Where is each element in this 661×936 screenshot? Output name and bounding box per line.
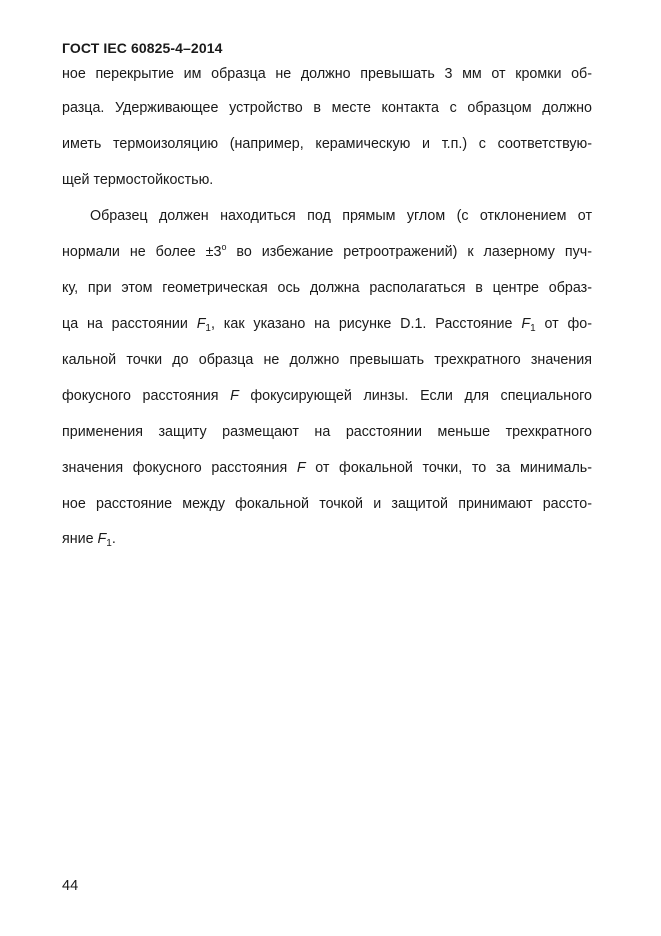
paragraph-1-line-1: ное перекрытие им образца не должно превышать 3 мм от кромки об-: [62, 66, 592, 82]
degree-superscript: o: [221, 242, 227, 252]
text-run: яние: [62, 531, 98, 547]
text-run: фокусного расстояния: [62, 388, 231, 404]
text-run: во избежание ретроотражений) к лазерному пуч-: [226, 244, 592, 260]
paragraph-2-line-2: [62, 243, 592, 261]
variable-F: F: [230, 388, 239, 404]
paragraph-2-line-1: Образец должен находиться под прямым углом (с отклонением от: [90, 208, 592, 224]
text-run: от фо-: [535, 316, 592, 332]
paragraph-2-line-9: ное расстояние между фокальной точкой и защитой принимают рассто-: [62, 496, 592, 512]
text-run: значения фокусного расстояния: [62, 460, 297, 476]
paragraph-2-line-7: применения защиту размещают на расстоянии меньше трехкратного: [62, 424, 592, 440]
paragraph-1-line-4: щей термостойкостью.: [62, 172, 214, 188]
variable-F: F: [296, 460, 306, 476]
text-run: , как указано на рисунке D.1. Расстояние: [210, 316, 522, 332]
variable-F: F: [521, 316, 531, 332]
paragraph-2-line-3: ку, при этом геометрическая ось должна располагаться в центре образ-: [62, 280, 592, 296]
document-header: ГОСТ IEC 60825-4–2014: [62, 40, 223, 56]
text-run: от фокальной точки, то за минималь-: [305, 460, 592, 476]
paragraph-1-line-2: разца. Удерживающее устройство в месте контакта с образцом должно: [62, 100, 592, 116]
text-run: нормали не более ±3: [62, 244, 222, 260]
text-run: ца на расстоянии: [62, 316, 197, 332]
page-number: 44: [62, 878, 79, 894]
paragraph-2-line-8: [62, 459, 592, 477]
subscript: 1: [106, 538, 112, 549]
paragraph-2-line-6: [62, 387, 592, 405]
text-run: фокусирующей линзы. Если для специального: [238, 388, 592, 404]
paragraph-2-line-10: [62, 530, 592, 548]
paragraph-1-line-3: иметь термоизоляцию (например, керамическую и т.п.) с соответствую-: [62, 136, 592, 152]
variable-F: F: [196, 316, 206, 332]
text-run: .: [111, 531, 116, 547]
subscript: 1: [205, 323, 211, 334]
variable-F: F: [97, 531, 107, 547]
paragraph-2-line-4: [62, 315, 592, 333]
paragraph-2-line-5: кальной точки до образца не должно превышать трехкратного значения: [62, 352, 592, 368]
subscript: 1: [530, 323, 536, 334]
